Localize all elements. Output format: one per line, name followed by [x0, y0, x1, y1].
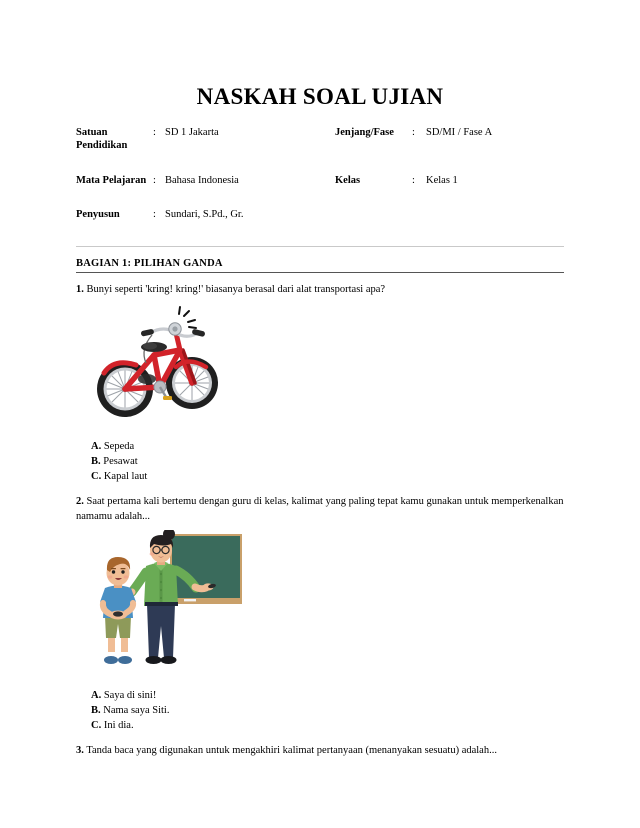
- metadata-label-mata-pelajaran: Mata Pelajaran: [76, 174, 147, 186]
- header-divider: [76, 246, 564, 247]
- question-2-figure: [76, 530, 564, 683]
- question-1-number: 1.: [76, 283, 84, 295]
- metadata-colon: :: [153, 209, 156, 221]
- metadata-colon: :: [412, 174, 415, 186]
- metadata-colon: :: [153, 127, 156, 138]
- question-2-text: Saat pertama kali bertemu dengan guru di kelas, kalimat yang paling tepat kamu gunakan untuk memperkenalkan namamu adalah...: [76, 495, 564, 522]
- option-letter: A.: [91, 690, 102, 702]
- option-text: Sepeda: [103, 440, 135, 452]
- option-letter: B.: [91, 455, 101, 467]
- question-2: [76, 494, 564, 524]
- option-1-c[interactable]: [91, 470, 564, 485]
- option-text: Pesawat: [103, 455, 138, 467]
- metadata-spacer: [76, 153, 564, 174]
- option-text: Kapal laut: [103, 470, 148, 482]
- metadata-row: [76, 208, 564, 221]
- metadata-row: [76, 174, 564, 187]
- question-2-options: [76, 689, 564, 734]
- metadata-row: [76, 126, 564, 153]
- red-bicycle-with-bell-icon: [92, 303, 224, 429]
- metadata-label-penyusun: Penyusun: [76, 209, 120, 221]
- metadata-value-jenjang-fase: SD/MI / Fase A: [426, 127, 493, 138]
- metadata-colon: :: [153, 174, 156, 186]
- question-2-number: 2.: [76, 495, 84, 507]
- metadata-value-penyusun: Sundari, S.Pd., Gr.: [165, 209, 244, 221]
- option-1-b[interactable]: [91, 455, 564, 470]
- option-letter: A.: [91, 440, 102, 452]
- metadata-label-kelas: Kelas: [335, 174, 361, 186]
- option-2-c[interactable]: [91, 719, 564, 734]
- question-1-text: Bunyi seperti 'kring! kring!' biasanya berasal dari alat transportasi apa?: [86, 283, 386, 295]
- metadata-label-jenjang-fase: Jenjang/Fase: [335, 127, 394, 138]
- option-2-b[interactable]: [91, 704, 564, 719]
- option-text: Saya di sini!: [103, 690, 157, 702]
- question-1-figure: [76, 303, 564, 434]
- question-3: [76, 743, 564, 758]
- page-title: NASKAH SOAL UJIAN: [196, 84, 444, 109]
- document-content: [76, 0, 564, 758]
- option-text: Nama saya Siti.: [103, 705, 170, 717]
- metadata-colon: :: [412, 127, 415, 138]
- option-letter: C.: [91, 719, 102, 731]
- question-3-text: Tanda baca yang digunakan untuk mengakhiri kalimat pertanyaan (menanyakan sesuatu) adalah...: [86, 744, 497, 756]
- option-text: Ini dia.: [103, 719, 134, 731]
- option-letter: C.: [91, 470, 102, 482]
- metadata-value-kelas: Kelas 1: [426, 174, 458, 186]
- metadata-spacer: [76, 187, 564, 208]
- question-1-options: [76, 440, 564, 485]
- exam-metadata-table: [76, 126, 564, 222]
- section-heading-bagian-1: BAGIAN 1: PILIHAN GANDA: [76, 258, 564, 273]
- question-1: [76, 282, 564, 297]
- option-letter: B.: [91, 705, 101, 717]
- option-2-a[interactable]: [91, 689, 564, 704]
- question-3-number: 3.: [76, 744, 84, 756]
- teacher-and-student-at-chalkboard-icon: [92, 530, 244, 678]
- option-1-a[interactable]: [91, 440, 564, 455]
- metadata-value-satuan-pendidikan: SD 1 Jakarta: [165, 127, 219, 138]
- metadata-label-satuan-pendidikan: Satuan Pendidikan: [76, 127, 128, 152]
- metadata-value-mata-pelajaran: Bahasa Indonesia: [165, 174, 239, 186]
